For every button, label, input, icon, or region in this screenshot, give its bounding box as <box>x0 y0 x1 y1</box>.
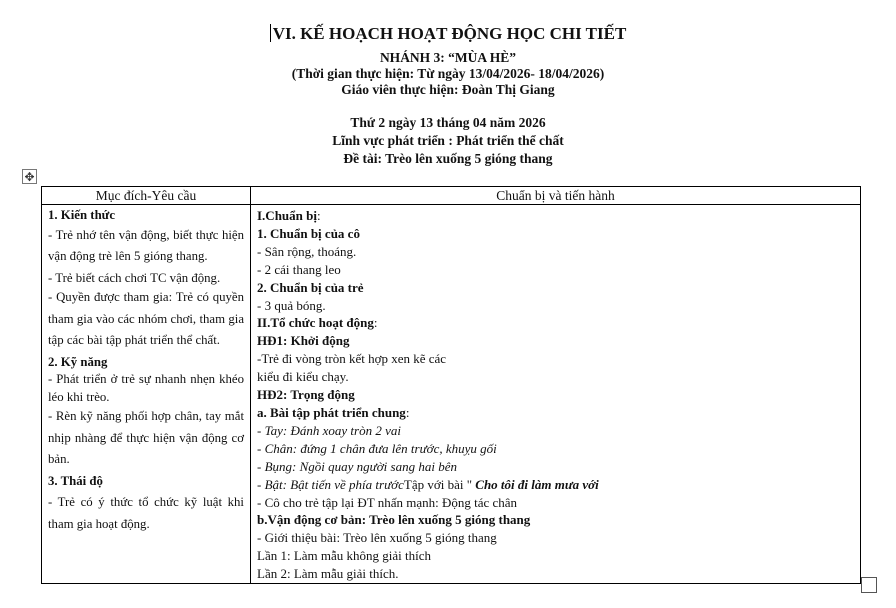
hd1-item: kiểu đi kiểu chạy. <box>257 369 349 385</box>
document-title <box>0 24 896 44</box>
column-header-goals: Mục đích-Yêu cầu <box>42 187 251 205</box>
child-prep-title: 2. Chuẩn bị của trẻ <box>257 279 364 295</box>
org-title <box>257 314 854 332</box>
demo-item: Lần 2: Làm mẫu giải thích. <box>257 566 399 582</box>
table-header-row <box>42 187 861 205</box>
general-title-colon: : <box>405 404 410 420</box>
demo-item: Lần 1: Làm mẫu không giải thích <box>257 548 432 564</box>
skill-item: - Rèn kỹ năng phối hợp chân, tay mắt nhịp nhàng để thực hiện vận động cơ bản. <box>48 409 244 466</box>
prep-title-text: I.Chuẩn bị <box>257 208 317 223</box>
org-title-text: II.Tổ chức hoạt động <box>257 315 374 331</box>
preparation-cell[interactable] <box>251 205 861 584</box>
move-arrows-icon[interactable]: ✥ <box>22 169 37 184</box>
skill-item: - Phát triển ở trẻ sự nhanh nhẹn khéo léo khi trèo. <box>48 372 244 404</box>
text-cursor <box>270 24 271 42</box>
general-title <box>257 404 854 422</box>
resize-handle-icon[interactable] <box>861 577 877 593</box>
knowledge-item: - Trẻ nhớ tên vận động, biết thực hiện vận động trè lên 5 gióng thang. <box>48 227 244 263</box>
column-header-preparation: Chuẩn bị và tiến hành <box>251 187 861 205</box>
prep-title-colon: : <box>316 208 321 223</box>
skill-title: 2. Kỹ năng <box>48 354 108 369</box>
exercise-belly: - Bụng: Ngồi quay người sang hai bên <box>257 458 457 474</box>
goals-cell[interactable] <box>42 205 251 584</box>
exercise-leg: - Chân: đứng 1 chân đưa lên trước, khuỵu gối <box>257 440 497 456</box>
knowledge-item: - Trẻ biết cách chơi TC vận động. <box>48 270 221 285</box>
document-title-text: VI. KẾ HOẠCH HOẠT ĐỘNG HỌC CHI TIẾT <box>272 24 627 43</box>
teacher-prep-item: - Sân rộng, thoáng. <box>257 243 357 259</box>
prep-title <box>257 207 854 225</box>
branch-line: NHÁNH 3: “MÙA HÈ” <box>379 50 517 65</box>
teacher-prep-item: - 2 cái thang leo <box>257 261 341 277</box>
knowledge-item: - Quyền được tham gia: Trẻ có quyền tham gia vào các nhóm chơi, tham gia tập các bài tập phát triển thể chất. <box>48 290 244 347</box>
basic-title: b.Vận động cơ bản: Trèo lên xuống 5 gióng thang <box>257 512 531 528</box>
hd1-title: HĐ1: Khởi động <box>257 333 350 349</box>
exercise-jump-song-prefix: Tập với bài " <box>403 476 476 492</box>
intro-item: - Giới thiệu bài: Trèo lên xuống 5 gióng thang <box>257 530 497 546</box>
exercise-jump <box>257 476 854 494</box>
teacher-prep-title: 1. Chuẩn bị của cô <box>257 225 360 241</box>
topic-line: Đề tài: Trèo lên xuống 5 gióng thang <box>343 151 553 166</box>
hd1-item: -Trẻ đi vòng tròn kết hợp xen kẽ các <box>257 351 447 367</box>
knowledge-title: 1. Kiến thức <box>48 208 116 222</box>
org-title-colon: : <box>373 315 378 331</box>
teacher-line: Giáo viên thực hiện: Đoàn Thị Giang <box>341 82 555 97</box>
exercise-jump-song: Cho tôi đi làm mưa với <box>475 476 599 492</box>
child-prep-item: - 3 quả bóng. <box>257 297 326 313</box>
lesson-plan-table <box>41 186 861 584</box>
time-line: (Thời gian thực hiện: Từ ngày 13/04/2026- 18/04/2026) <box>291 66 605 81</box>
general-title-text: a. Bài tập phát triển chung <box>257 404 406 420</box>
field-line: Lĩnh vực phát triển : Phát triển thể chất <box>332 133 564 148</box>
hd2-title: HĐ2: Trọng động <box>257 387 355 403</box>
date-line: Thứ 2 ngày 13 tháng 04 năm 2026 <box>350 115 546 130</box>
table-row <box>42 205 861 584</box>
exercise-hand: - Tay: Đánh xoay tròn 2 vai <box>257 422 401 438</box>
attitude-item: - Trẻ có ý thức tổ chức kỹ luật khi tham gia hoạt động. <box>48 495 244 531</box>
repeat-item: - Cô cho trẻ tập lại ĐT nhấn mạnh: Động tác chân <box>257 494 518 510</box>
attitude-title: 3. Thái độ <box>48 473 103 488</box>
exercise-jump-text: - Bật: Bật tiến về phía trước <box>257 476 404 492</box>
